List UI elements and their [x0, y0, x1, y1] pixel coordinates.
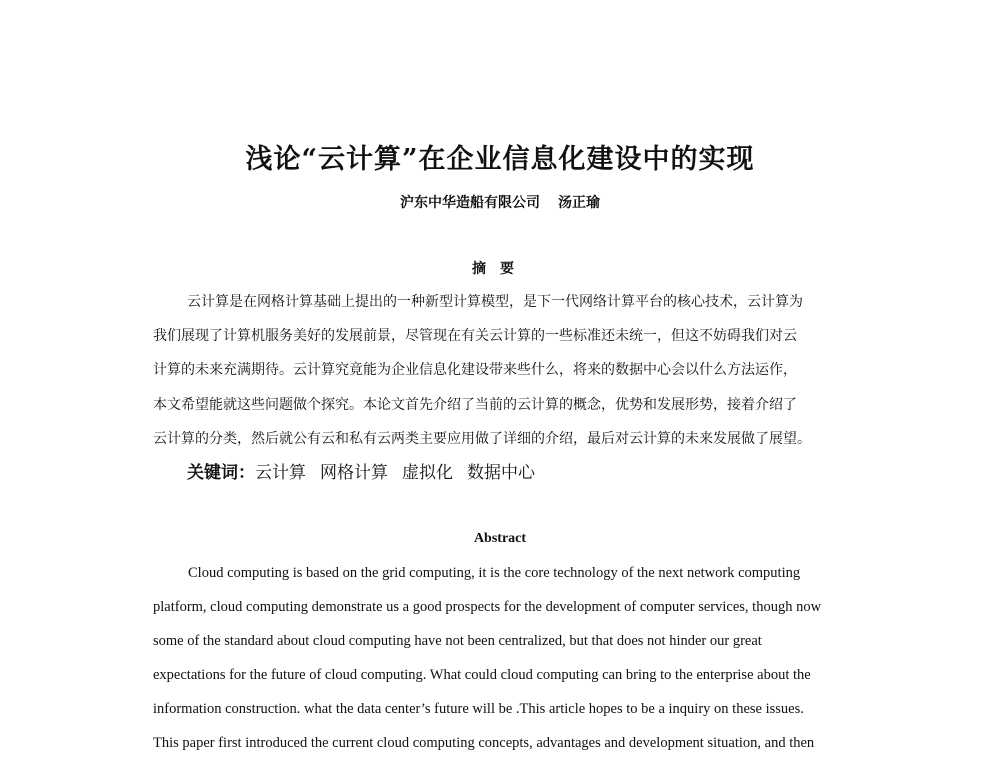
abstract-en-line: This paper first introduced the current cloud computing concepts, advantages and development situation, and then	[153, 735, 815, 751]
author-name: 汤正瑜	[558, 195, 600, 211]
keywords-label: 关键词：	[187, 463, 255, 483]
abstract-en-line: Cloud computing is based on the grid computing, it is the core technology of the next network computing	[188, 565, 801, 581]
abstract-cn-line: 云计算是在网格计算基础上提出的一种新型计算模型，是下一代网络计算平台的核心技术，云计算为	[187, 294, 803, 310]
keyword: 网格计算	[320, 463, 388, 483]
keyword: 虚拟化	[402, 463, 453, 483]
keywords-line	[187, 461, 549, 485]
abstract-en-line: some of the standard about cloud computing have not been centralized, but that does not hinder our great	[153, 633, 762, 649]
abstract-cn-line: 本文希望能就这些问题做个探究。本论文首先介绍了当前的云计算的概念，优势和发展形势，接着介绍了	[153, 397, 797, 413]
author-affiliation: 沪东中华造船有限公司	[400, 195, 540, 211]
abstract-heading-english: Abstract	[473, 531, 527, 546]
abstract-cn-line: 计算的未来充满期待。云计算究竟能为企业信息化建设带来些什么，将来的数据中心会以什么方法运作，	[153, 362, 797, 378]
abstract-en-line: platform, cloud computing demonstrate us a good prospects for the development of computer services, though now	[153, 599, 822, 615]
abstract-cn-line: 我们展现了计算机服务美好的发展前景，尽管现在有关云计算的一些标准还未统一，但这不妨碍我们对云	[153, 328, 797, 344]
abstract-heading-chinese: 摘要	[472, 261, 528, 277]
keyword: 云计算	[255, 463, 306, 483]
keyword: 数据中心	[467, 463, 535, 483]
abstract-cn-line: 云计算的分类，然后就公有云和私有云两类主要应用做了详细的介绍，最后对云计算的未来发展做了展望。	[153, 431, 811, 447]
paper-title: 浅论“云计算”在企业信息化建设中的实现	[245, 144, 755, 175]
abstract-en-line: expectations for the future of cloud computing. What could cloud computing can bring to the enterprise about the	[153, 667, 811, 683]
abstract-en-line: information construction. what the data center’s future will be .This article hopes to be a inquiry on these issues.	[153, 701, 804, 717]
author-line	[0, 193, 1000, 213]
